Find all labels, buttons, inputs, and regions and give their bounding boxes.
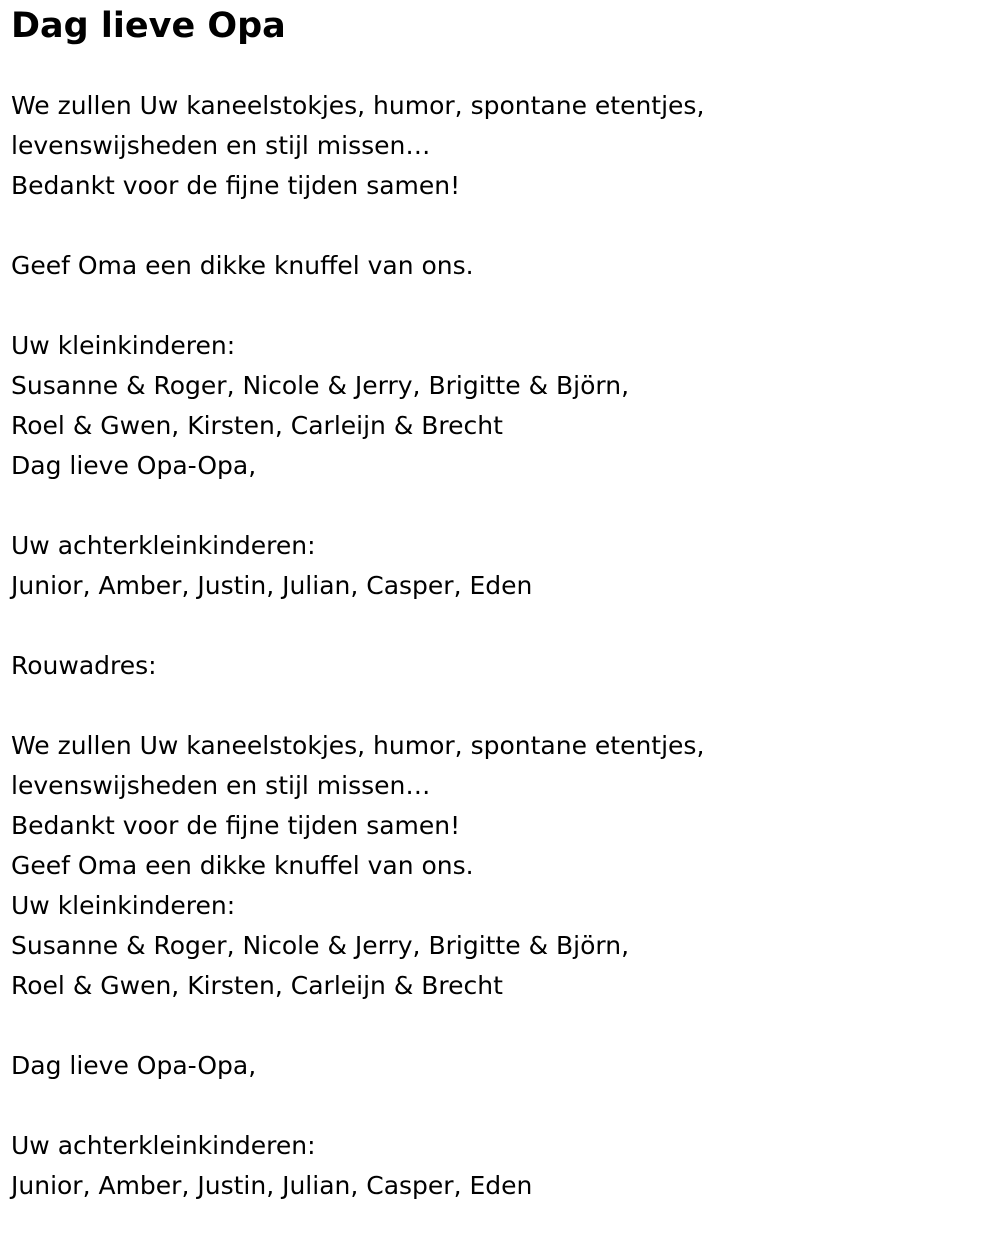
text-line: Uw kleinkinderen: [11, 331, 236, 360]
text-line: Junior, Amber, Justin, Julian, Casper, Eden [11, 571, 533, 600]
document-page [0, 6, 1000, 1206]
text-line: Uw achterkleinkinderen: [11, 1131, 316, 1160]
text-line: Geef Oma een dikke knuffel van ons. [11, 851, 474, 880]
document-body [11, 86, 1000, 1206]
text-line: We zullen Uw kaneelstokjes, humor, spontane etentjes, [11, 91, 705, 120]
blank-line [11, 286, 1000, 326]
text-line: Uw achterkleinkinderen: [11, 531, 316, 560]
text-line: Roel & Gwen, Kirsten, Carleijn & Brecht [11, 971, 503, 1000]
text-line: levenswijsheden en stijl missen… [11, 771, 431, 800]
text-line: We zullen Uw kaneelstokjes, humor, spontane etentjes, [11, 731, 705, 760]
blank-line [11, 486, 1000, 526]
document-title: Dag lieve Opa [11, 6, 286, 46]
blank-line [11, 206, 1000, 246]
text-line: Susanne & Roger, Nicole & Jerry, Brigitte & Björn, [11, 931, 630, 960]
blank-line [11, 1086, 1000, 1126]
text-line: levenswijsheden en stijl missen… [11, 131, 431, 160]
text-line: Rouwadres: [11, 651, 157, 680]
text-line: Dag lieve Opa-Opa, [11, 451, 257, 480]
text-line: Bedankt voor de fijne tijden samen! [11, 811, 461, 840]
blank-line [11, 686, 1000, 726]
text-line: Roel & Gwen, Kirsten, Carleijn & Brecht [11, 411, 503, 440]
text-line: Junior, Amber, Justin, Julian, Casper, Eden [11, 1171, 533, 1200]
text-line: Uw kleinkinderen: [11, 891, 236, 920]
blank-line [11, 1006, 1000, 1046]
text-line: Susanne & Roger, Nicole & Jerry, Brigitte & Björn, [11, 371, 630, 400]
text-line: Geef Oma een dikke knuffel van ons. [11, 251, 474, 280]
text-line: Dag lieve Opa-Opa, [11, 1051, 257, 1080]
text-line: Bedankt voor de fijne tijden samen! [11, 171, 461, 200]
blank-line [11, 606, 1000, 646]
